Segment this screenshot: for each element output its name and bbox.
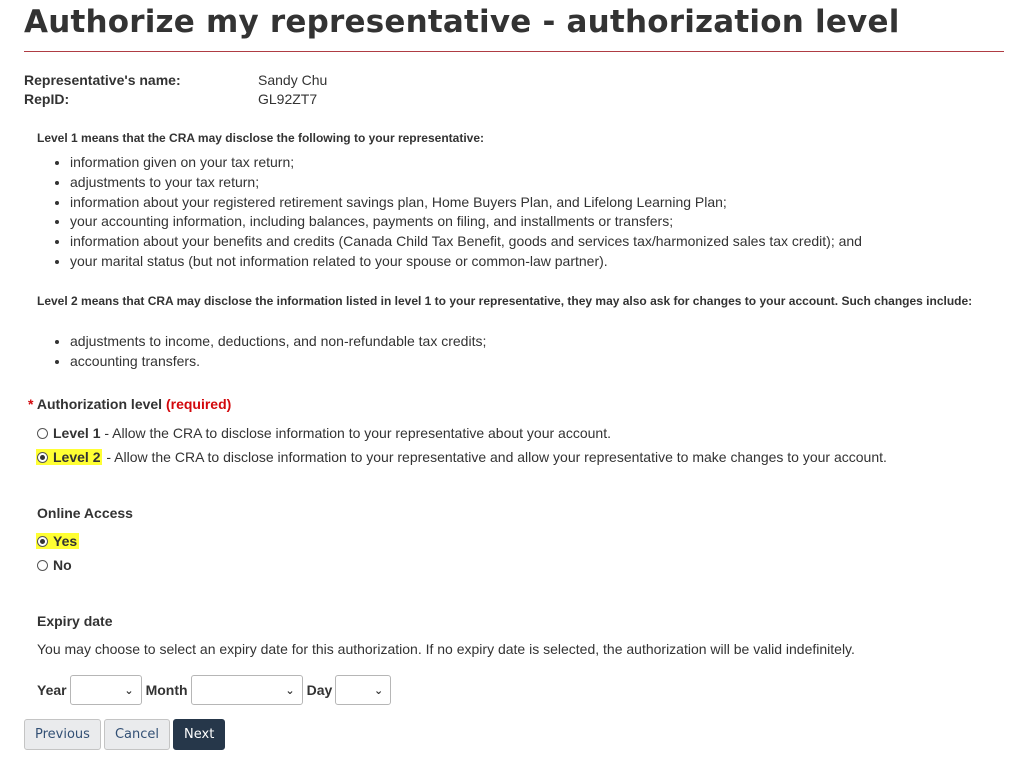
cancel-button[interactable]: Cancel bbox=[104, 719, 170, 750]
next-button[interactable]: Next bbox=[173, 719, 225, 750]
month-label: Month bbox=[145, 682, 188, 698]
day-label: Day bbox=[306, 682, 333, 698]
level2-list bbox=[48, 332, 486, 372]
title-divider bbox=[24, 51, 1004, 52]
year-label: Year bbox=[37, 682, 67, 698]
level1-option-text: - Allow the CRA to disclose information to your representative about your account. bbox=[100, 425, 611, 441]
online-access-yes-radio[interactable] bbox=[37, 536, 48, 547]
rep-name-value: Sandy Chu bbox=[258, 72, 328, 88]
rep-name-label: Representative's name: bbox=[24, 72, 181, 88]
level2-option[interactable] bbox=[36, 447, 887, 467]
form-actions bbox=[24, 719, 228, 750]
repid-value: GL92ZT7 bbox=[258, 91, 318, 107]
online-access-no-label: No bbox=[53, 557, 72, 573]
expiry-date-selectors bbox=[37, 674, 395, 706]
yes-highlight bbox=[36, 533, 79, 549]
repid-label: RepID: bbox=[24, 91, 70, 107]
page-title: Authorize my representative - authorization level bbox=[24, 4, 900, 40]
level2-option-text: - Allow the CRA to disclose information to your representative and allow your representative to make changes to your account. bbox=[102, 449, 887, 465]
level1-list bbox=[48, 153, 862, 272]
list-item: • your accounting information, including balances, payments on filing, and installments or transfers; bbox=[70, 212, 862, 232]
month-select[interactable] bbox=[191, 675, 303, 705]
list-item: • accounting transfers. bbox=[70, 352, 486, 372]
level1-option[interactable] bbox=[37, 423, 611, 443]
online-access-yes-label: Yes bbox=[53, 533, 78, 549]
required-indicator: (required) bbox=[165, 396, 232, 412]
previous-button[interactable]: Previous bbox=[24, 719, 101, 750]
level2-description: Level 2 means that CRA may disclose the information listed in level 1 to your representative, they may also ask for changes to your account. Such changes include: bbox=[37, 294, 973, 308]
authorization-level-heading bbox=[28, 396, 231, 412]
list-item: • adjustments to income, deductions, and non-refundable tax credits; bbox=[70, 332, 486, 352]
year-select[interactable] bbox=[70, 675, 142, 705]
list-item: • adjustments to your tax return; bbox=[70, 173, 862, 193]
online-access-heading: Online Access bbox=[37, 505, 133, 521]
online-access-yes-option[interactable] bbox=[36, 531, 79, 551]
expiry-description: You may choose to select an expiry date for this authorization. If no expiry date is selected, the authorization will be valid indefinitely. bbox=[37, 641, 855, 657]
list-item: • your marital status (but not information related to your spouse or common-law partner). bbox=[70, 252, 862, 272]
expiry-date-heading: Expiry date bbox=[37, 613, 113, 629]
level2-option-label: Level 2 bbox=[53, 449, 101, 465]
chevron-down-icon: ⌄ bbox=[374, 685, 384, 697]
level1-option-label: Level 1 bbox=[53, 425, 101, 441]
level2-radio[interactable] bbox=[37, 452, 48, 463]
online-access-no-option[interactable] bbox=[37, 555, 72, 575]
day-select[interactable] bbox=[335, 675, 391, 705]
required-star: * bbox=[28, 396, 34, 412]
chevron-down-icon: ⌄ bbox=[285, 685, 295, 697]
list-item: • information about your benefits and credits (Canada Child Tax Benefit, goods and services tax/harmonized sales tax credit); and bbox=[70, 232, 862, 252]
list-item: • information given on your tax return; bbox=[70, 153, 862, 173]
representative-info bbox=[24, 71, 327, 109]
level1-radio[interactable] bbox=[37, 428, 48, 439]
online-access-no-radio[interactable] bbox=[37, 560, 48, 571]
list-item: • information about your registered retirement savings plan, Home Buyers Plan, and Lifelong Learning Plan; bbox=[70, 193, 862, 213]
repid-row bbox=[24, 90, 327, 109]
authorization-level-label: Authorization level bbox=[36, 396, 163, 412]
chevron-down-icon: ⌄ bbox=[124, 685, 134, 697]
level2-highlight bbox=[36, 449, 102, 465]
rep-name-row bbox=[24, 71, 327, 90]
level1-description: Level 1 means that the CRA may disclose the following to your representative: bbox=[37, 131, 484, 145]
